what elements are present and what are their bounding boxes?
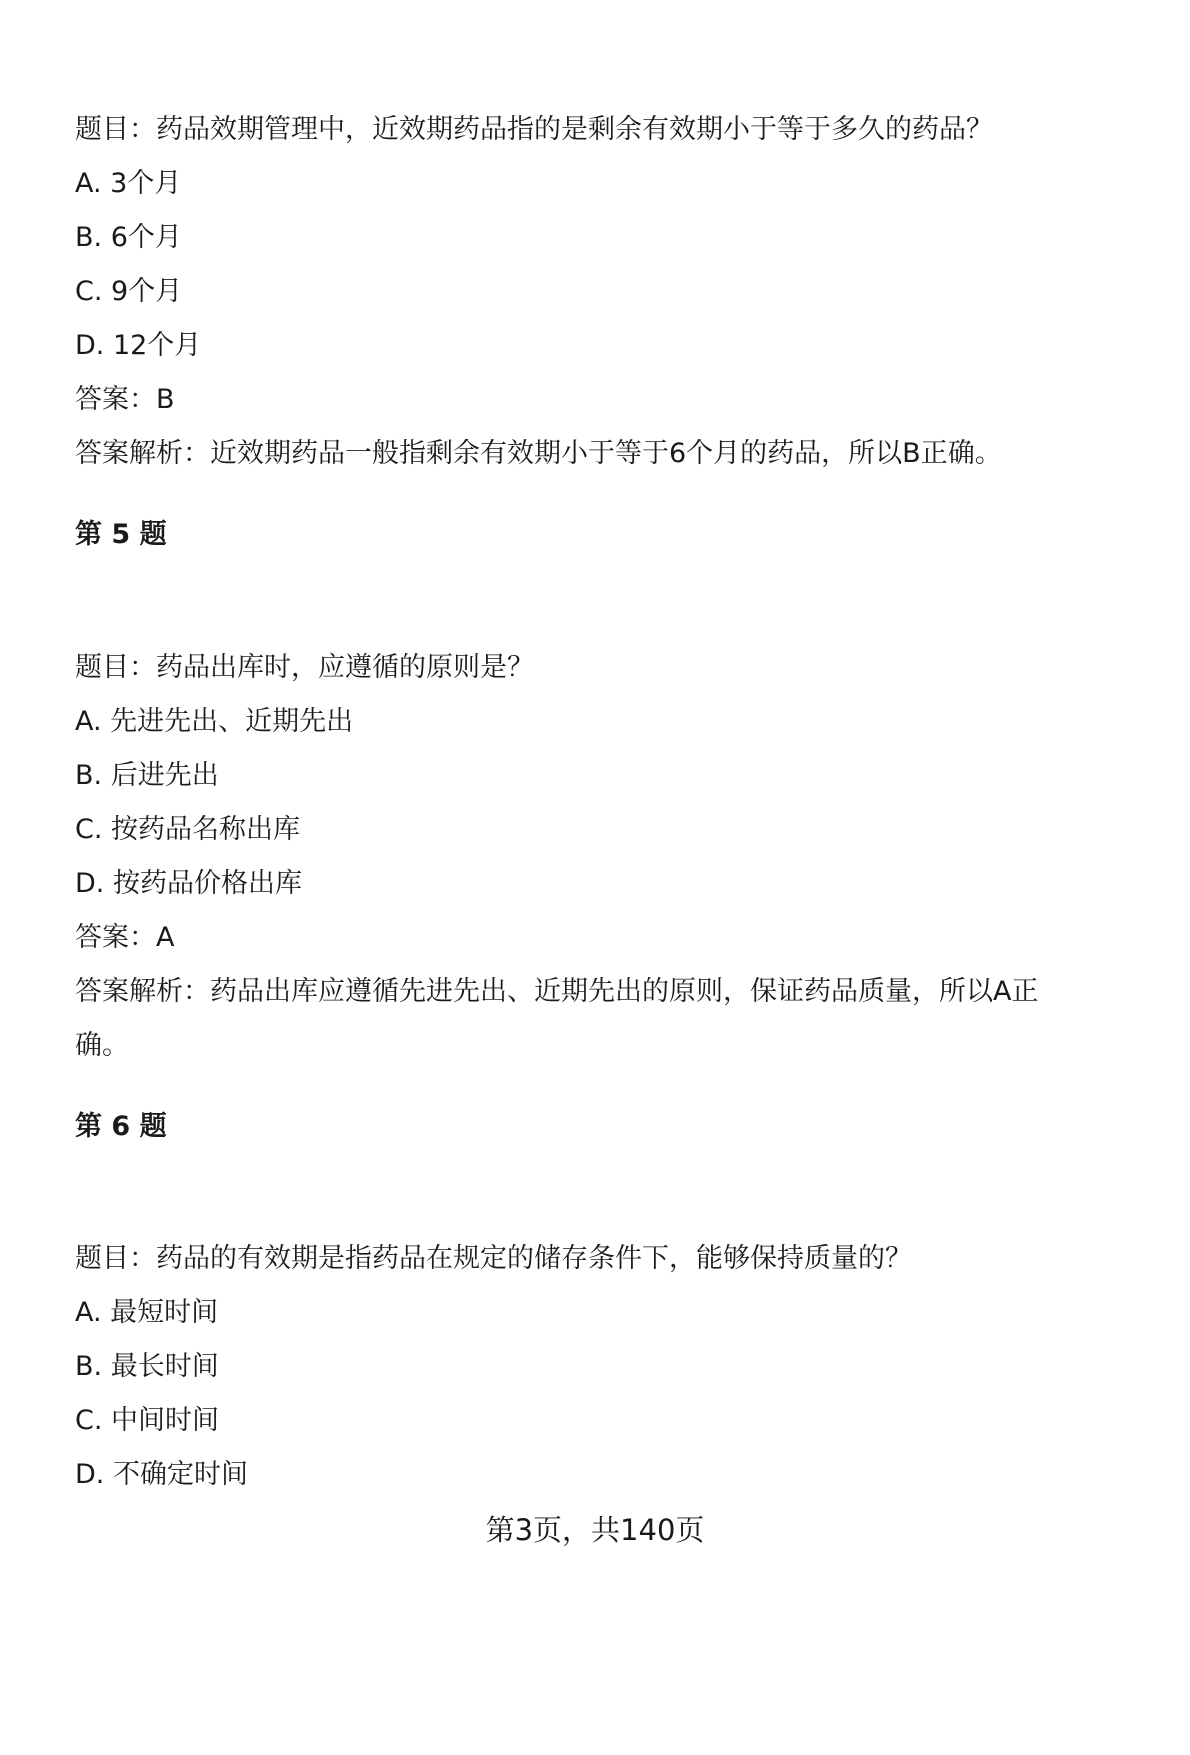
question-5-option-c: C. 按药品名称出库 — [75, 814, 301, 845]
question-4-option-d: D. 12个月 — [75, 330, 202, 361]
question-5-explanation-line1: 答案解析：药品出库应遵循先进先出、近期先出的原则，保证药品质量，所以A正 — [75, 976, 1039, 1007]
question-6-text: 题目：药品的有效期是指药品在规定的储存条件下，能够保持质量的？ — [75, 1243, 912, 1274]
question-6-heading: 第 6 题 — [75, 1111, 167, 1142]
question-4-explanation: 答案解析：近效期药品一般指剩余有效期小于等于6个月的药品，所以B正确。 — [75, 438, 1002, 469]
question-6-option-c: C. 中间时间 — [75, 1405, 220, 1436]
question-6-option-a: A. 最短时间 — [75, 1297, 219, 1328]
question-4-option-b: B. 6个月 — [75, 222, 182, 253]
question-4-option-a: A. 3个月 — [75, 168, 182, 199]
question-5-option-b: B. 后进先出 — [75, 760, 219, 791]
question-4-answer: 答案：B — [75, 384, 175, 415]
question-5-heading: 第 5 题 — [75, 519, 167, 550]
question-5-explanation-line2: 确。 — [75, 1030, 129, 1061]
question-4-text: 题目：药品效期管理中，近效期药品指的是剩余有效期小于等于多久的药品？ — [75, 114, 993, 145]
question-5-option-a: A. 先进先出、近期先出 — [75, 706, 354, 737]
question-5-answer: 答案：A — [75, 922, 175, 953]
question-5-option-d: D. 按药品价格出库 — [75, 868, 302, 899]
page-number-footer: 第3页，共140页 — [485, 1513, 705, 1547]
question-5-text: 题目：药品出库时，应遵循的原则是？ — [75, 652, 534, 683]
question-6-option-d: D. 不确定时间 — [75, 1459, 248, 1490]
question-6-option-b: B. 最长时间 — [75, 1351, 219, 1382]
question-4-option-c: C. 9个月 — [75, 276, 183, 307]
